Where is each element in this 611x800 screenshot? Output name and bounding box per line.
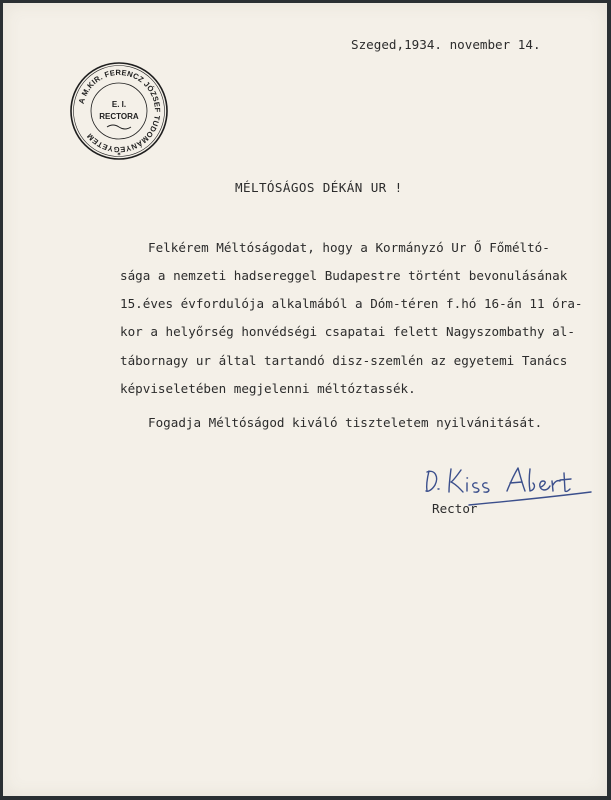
signature-role: Rector — [432, 501, 478, 516]
seal-center-line2: RECTORA — [99, 112, 139, 121]
svg-text:✶: ✶ — [116, 152, 122, 158]
letter-date: Szeged,1934. november 14. — [351, 37, 541, 52]
seal-ornament — [107, 125, 131, 129]
letter-salutation: MÉLTÓSÁGOS DÉKÁN UR ! — [235, 180, 403, 195]
letter-closing: Fogadja Méltóságod kiváló tiszteletem nyilvánitását. — [148, 415, 543, 430]
seal-center-line1: E. I. — [111, 100, 127, 109]
body-line-1: Felkérem Méltóságodat, hogy a Kormányzó Ur Ő Főméltó- — [148, 240, 550, 255]
letter-sheet — [3, 3, 607, 796]
body-line-6: képviseletében megjelenni méltóztassék. — [120, 381, 416, 396]
body-line-3: 15.éves évfordulója alkalmából a Dóm-téren f.hó 16-án 11 óra- — [120, 296, 583, 311]
body-line-5: tábornagy ur által tartandó disz-szemlén az egyetemi Tanács — [120, 353, 568, 368]
body-line-2: sága a nemzeti hadsereggel Budapestre történt bevonulásának — [120, 268, 568, 283]
university-seal — [69, 61, 169, 161]
seal-ring-text: A M.KIR. FERENCZ JÓZSEF TUDOMÁNYEGYETEM — [76, 67, 163, 155]
body-line-4: kor a helyőrség honvédségi csapatai felett Nagyszombathy al- — [120, 324, 575, 339]
signature-text: Dr. Kiss Albert — [421, 461, 428, 462]
